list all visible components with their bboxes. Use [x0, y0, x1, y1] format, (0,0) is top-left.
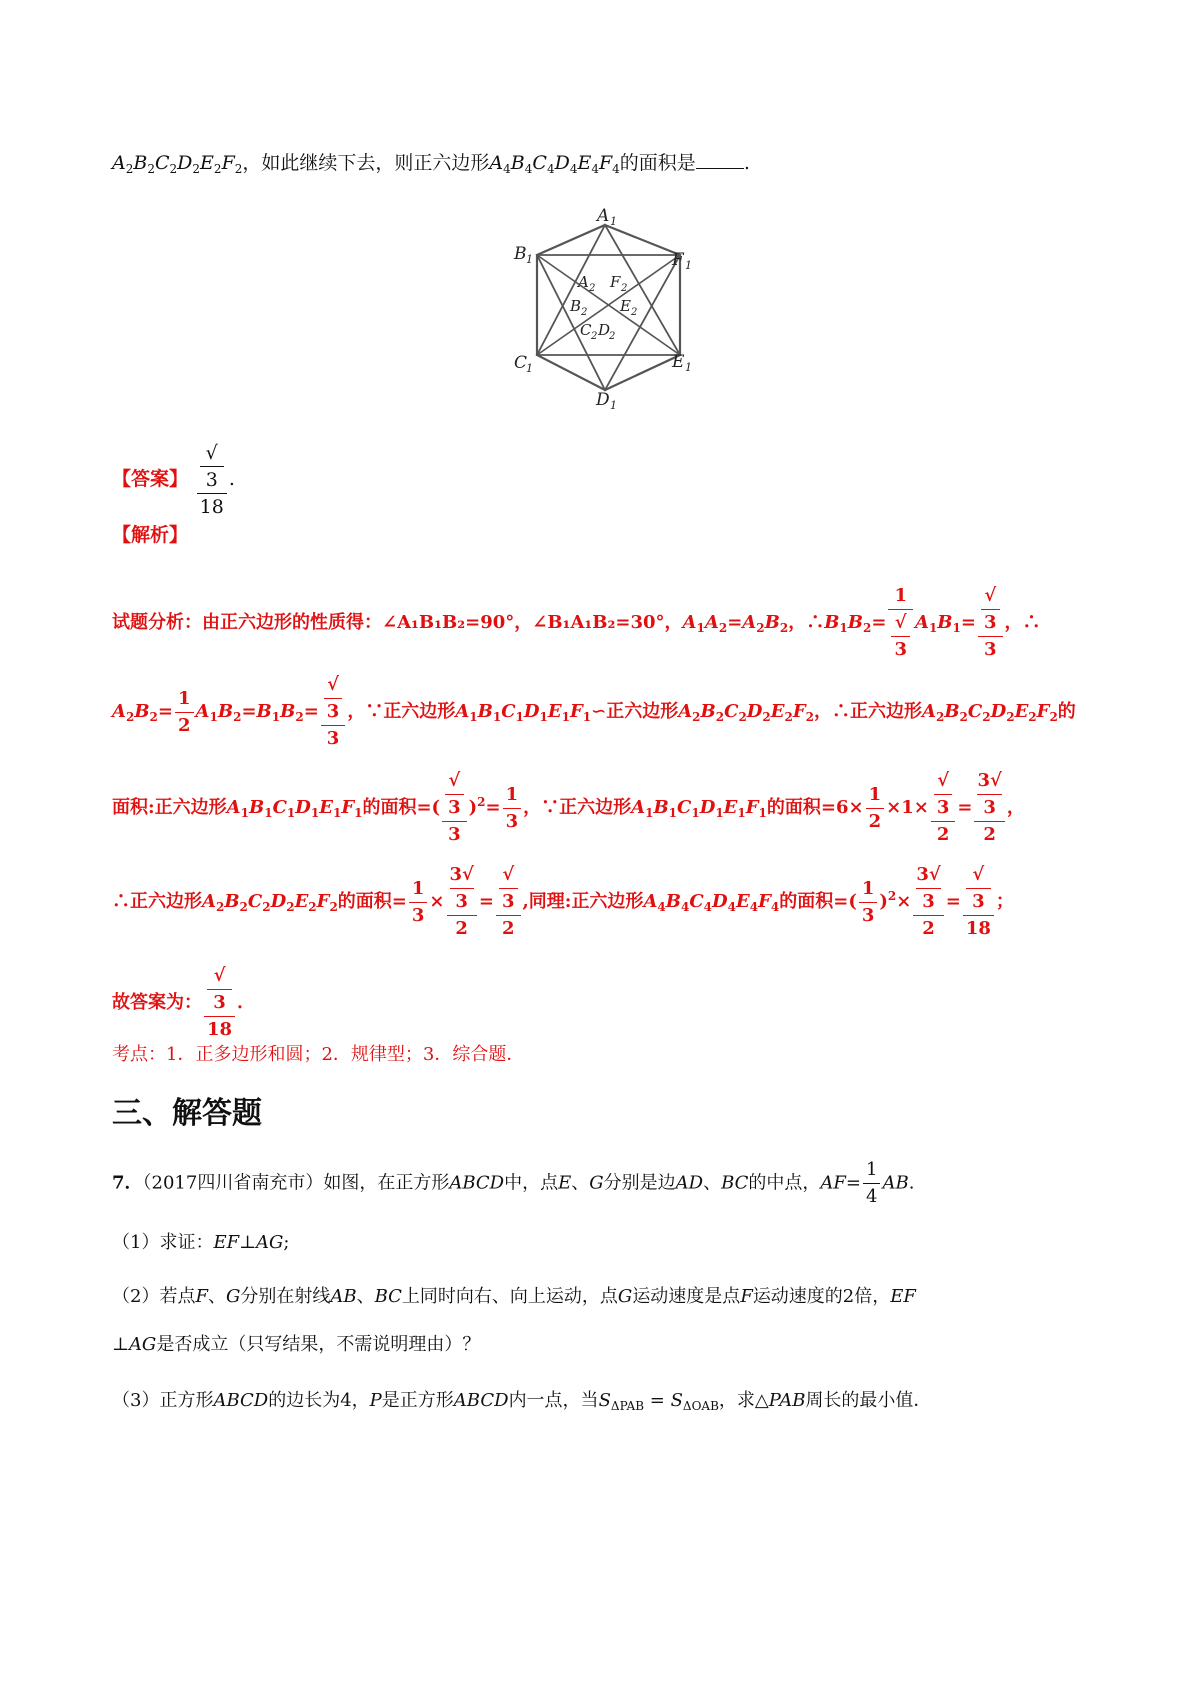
analysis-line-3: 面积:正六边形$A_1B_1C_1D_1E_1F_1$的面积=( √ 3 3 )$^2$= $\frac{1}{3}$ ，∵正六边形$A_1B_1C_1D_1E_1F_1$的面积=6× $\frac{1}{2}$ ×1× √ 3 2 = 3√ 3 2 ， [112, 770, 1025, 845]
label-E2: E [620, 297, 631, 315]
label-A1: A [597, 206, 610, 226]
svg-text:2: 2 [589, 283, 596, 294]
label-D2: D [598, 321, 611, 339]
q7-part1: （1）求证：EF⊥AG; [112, 1232, 290, 1253]
q7-stem: 7．（2017四川省南充市）如图，在正方形ABCD中，点E、G分别是边AD、BC的中点，AF= $\frac{1}{4}$ AB. [112, 1159, 915, 1207]
answer-blank [696, 154, 744, 169]
intro-end-text: 的面积是 [619, 152, 696, 174]
label-C1: C [514, 353, 528, 373]
svg-text:2: 2 [591, 331, 598, 342]
answer-tag: 【答案】 [112, 468, 189, 490]
label-A2: A [578, 273, 589, 291]
label-B1: B [514, 244, 527, 264]
svg-text:1: 1 [610, 399, 617, 410]
analysis-line-2: $A_2B_2=$ $\frac{1}{2}$ $A_1B_2=B_1B_2=$ √ 3 3 ，∵正六边形$A_1B_1C_1D_1E_1F_1∽$正六边形$A_2B_2C_2D_2E_2F_2$，∴正六边形$A_2B_2C_2D_2E_2F_2$的 [112, 674, 1076, 749]
label-B2: B [570, 297, 582, 315]
analysis-line-1: 试题分析：由正六边形的性质得：∠A₁B₁B₂=90°，∠B₁A₁B₂=30°，$A_1A_2=A_2B_2$，$\therefore B_1B_2=$ 1 √ 3 $A_1B_1=$ √ 3 3 ，∴ [112, 583, 1041, 663]
svg-text:2: 2 [581, 307, 588, 318]
label-E1: E [672, 352, 685, 372]
label-F2: F [610, 273, 621, 291]
answer-line: 【答案】 √ 3 18 . [112, 442, 235, 518]
svg-text:1: 1 [610, 215, 617, 228]
svg-text:2: 2 [609, 331, 616, 342]
label-F1: F [672, 250, 684, 270]
svg-text:1: 1 [685, 361, 692, 374]
q7-part2-line2: ⊥AG是否成立（只写结果，不需说明理由）？ [112, 1334, 481, 1355]
kaodian-line: 考点：1．正多边形和圆；2．规律型；3．综合题． [112, 1044, 525, 1065]
label-D1: D [596, 390, 610, 410]
hexagon-figure [500, 205, 700, 410]
q6-intro-line: $A_2B_2C_2D_2E_2F_2$，如此继续下去，则正六边形$A_4B_4C_4D_4E_4F_4$的面积是 . [112, 152, 750, 176]
so-answer-line: 故答案为： √ 3 18 ． [112, 965, 256, 1040]
label-C2: C [580, 321, 592, 339]
jiexi-tag: 【解析】 [112, 524, 189, 546]
intro-text: ，如此继续下去，则正六边形 [242, 152, 490, 174]
q7-part3: （3）正方形ABCD的边长为4，P是正方形ABCD内一点，当$S_{\Delta PAB} = S_{\Delta OAB}$，求△PAB周长的最小值． [112, 1390, 932, 1413]
q7-part2-line1: （2）若点F、G分别在射线AB、BC上同时向右、向上运动，点G运动速度是点F运动速度的2倍，EF [112, 1286, 916, 1307]
svg-text:1: 1 [685, 259, 692, 272]
svg-text:2: 2 [631, 307, 638, 318]
svg-text:1: 1 [526, 362, 533, 375]
analysis-line-4: ∴正六边形$A_2B_2C_2D_2E_2F_2$的面积= $\frac{1}{3}$ × 3√ 3 2 = √ 3 2 ,同理:正六边形$A_4B_4C_4D_4E_4F_4$的面积=( $\frac{1}{3}$ )$^2$× 3√ 3 2 = √ 3 18 ； [112, 864, 1014, 939]
svg-text:2: 2 [621, 283, 628, 294]
section-heading: 三、解答题 [112, 1096, 262, 1131]
svg-text:1: 1 [526, 253, 533, 266]
